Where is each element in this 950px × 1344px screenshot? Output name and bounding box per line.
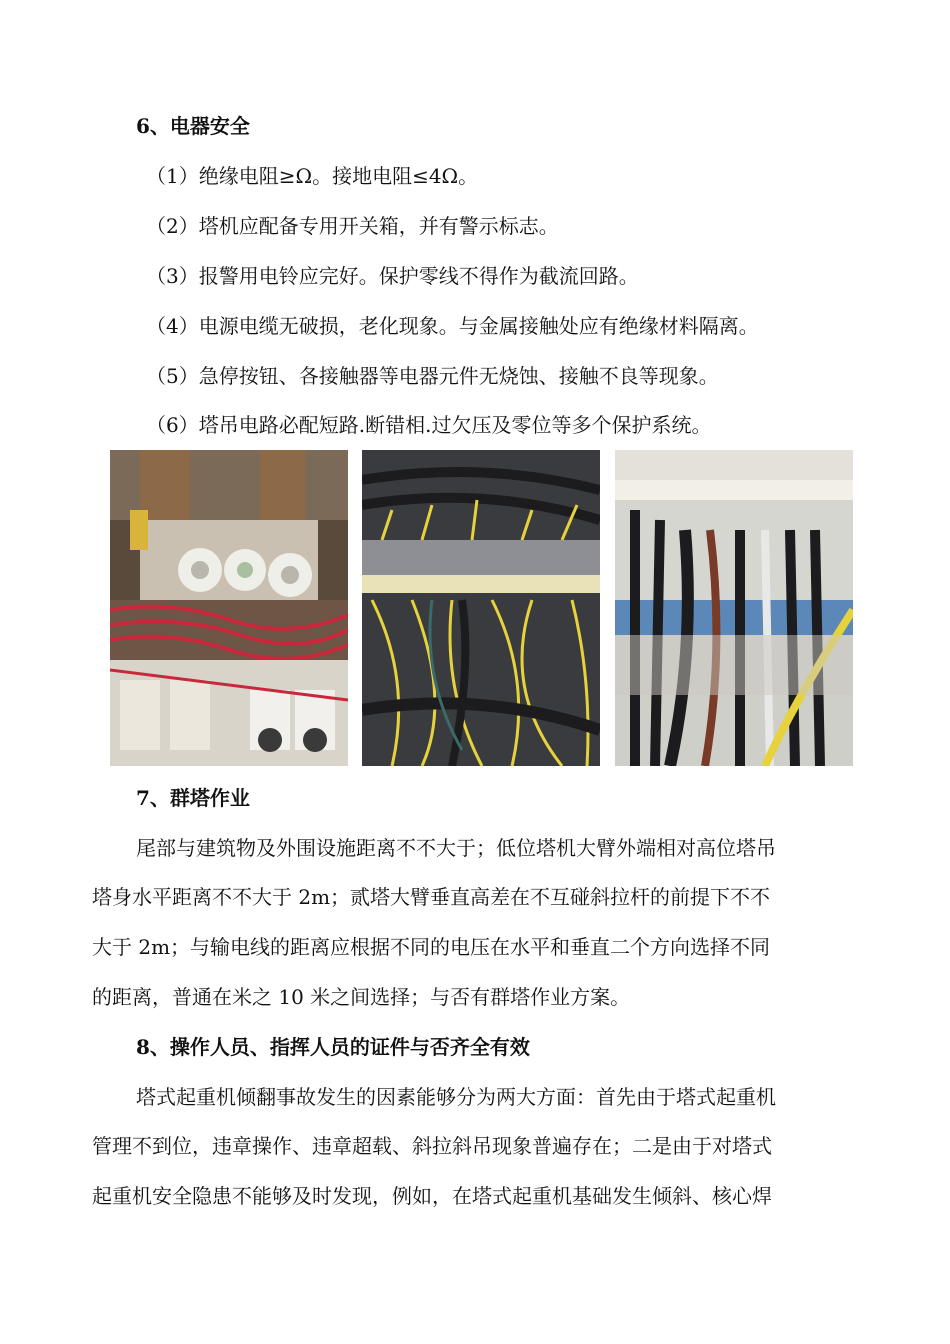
paragraph-line: 起重机安全隐患不能够及时发现，例如，在塔式起重机基础发生倾斜、核心焊 bbox=[92, 1184, 772, 1208]
section-6-heading: 6、电器安全 bbox=[136, 114, 250, 138]
list-item: （2）塔机应配备专用开关箱，并有警示标志。 bbox=[146, 214, 559, 238]
photo-control-panel-fuses bbox=[110, 450, 348, 766]
photo-terminal-wiring bbox=[362, 450, 600, 766]
paragraph-line: 塔身水平距离不不大于 2m；贰塔大臂垂直高差在不互碰斜拉杆的前提下不不 bbox=[92, 885, 771, 909]
list-item: （6）塔吊电路必配短路.断错相.过欠压及零位等多个保护系统。 bbox=[146, 413, 712, 437]
section-7-heading: 7、群塔作业 bbox=[136, 786, 250, 810]
photo-cable-terminals bbox=[615, 450, 853, 766]
paragraph-line: 管理不到位，违章操作、违章超载、斜拉斜吊现象普遍存在；二是由于对塔式 bbox=[92, 1134, 772, 1158]
list-item: （1）绝缘电阻≥Ω。接地电阻≤4Ω。 bbox=[146, 164, 479, 188]
list-item: （4）电源电缆无破损，老化现象。与金属接触处应有绝缘材料隔离。 bbox=[146, 314, 759, 338]
paragraph-line: 尾部与建筑物及外围设施距离不不大于；低位塔机大臂外端相对高位塔吊 bbox=[136, 836, 776, 860]
section-8-heading: 8、操作人员、指挥人员的证件与否齐全有效 bbox=[136, 1035, 530, 1059]
list-item: （3）报警用电铃应完好。保护零线不得作为截流回路。 bbox=[146, 264, 639, 288]
list-item: （5）急停按钮、各接触器等电器元件无烧蚀、接触不良等现象。 bbox=[146, 364, 719, 388]
paragraph-line: 大于 2m；与输电线的距离应根据不同的电压在水平和垂直二个方向选择不同 bbox=[92, 935, 771, 959]
paragraph-line: 的距离，普通在米之 10 米之间选择；与否有群塔作业方案。 bbox=[92, 985, 631, 1009]
paragraph-line: 塔式起重机倾翻事故发生的因素能够分为两大方面：首先由于塔式起重机 bbox=[136, 1085, 776, 1109]
